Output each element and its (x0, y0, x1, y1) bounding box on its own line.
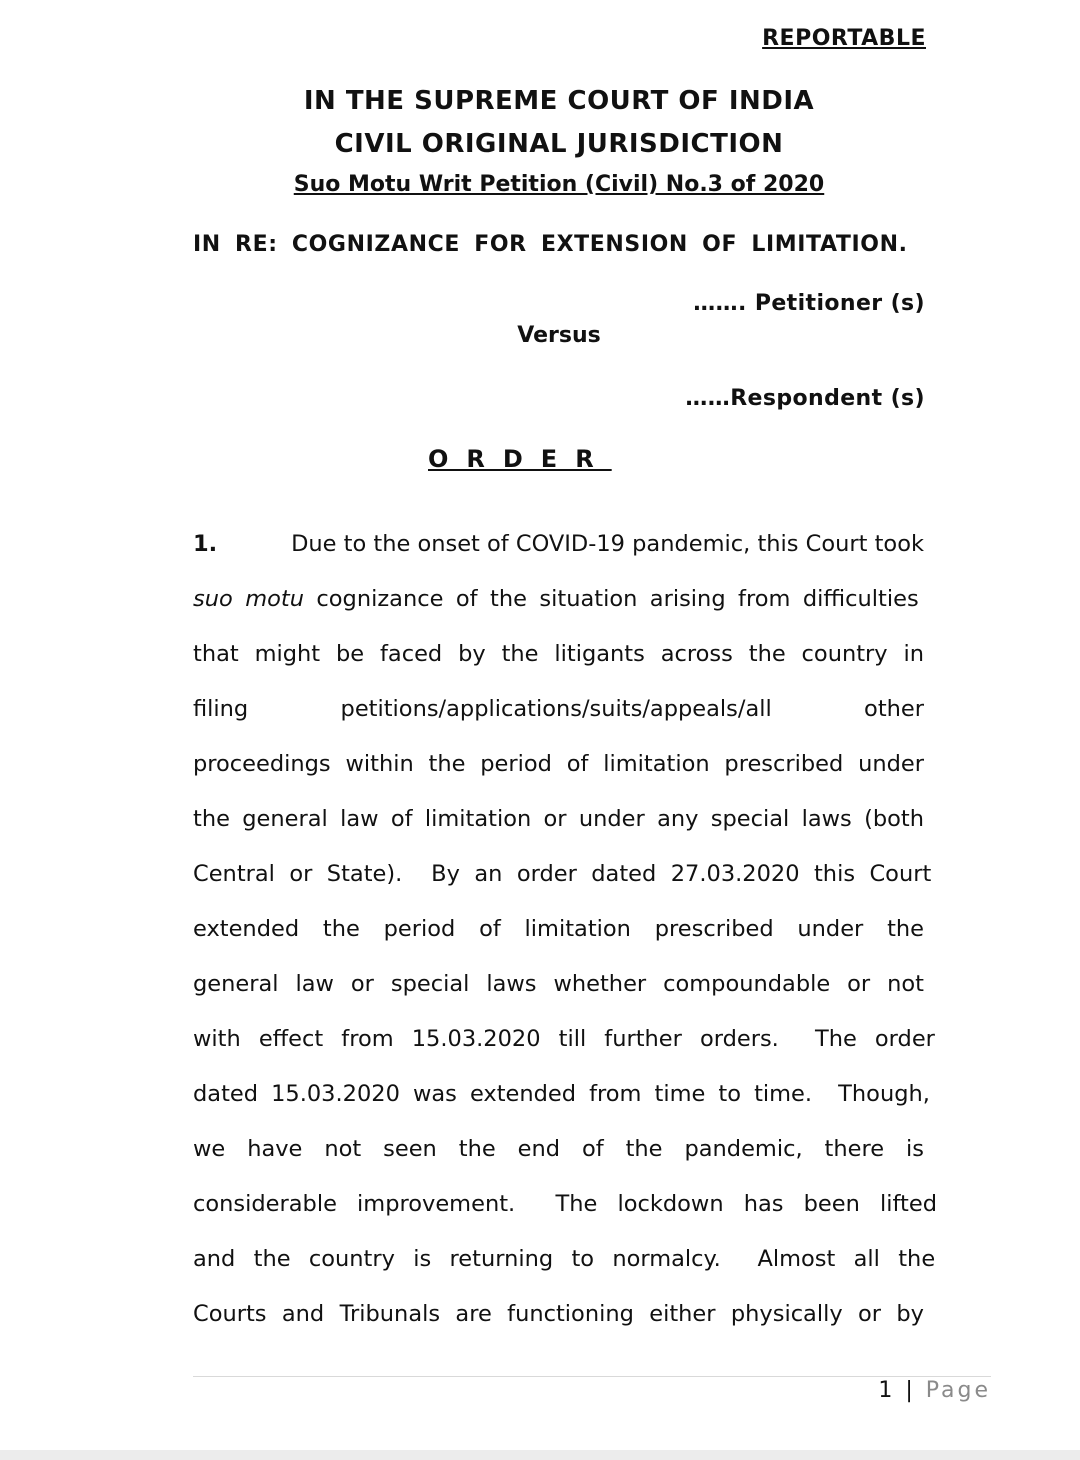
paragraph-line (193, 522, 924, 577)
paragraph-1 (193, 522, 937, 1347)
paragraph-number: 1. (193, 531, 218, 557)
paragraph-text: the general law of limitation or under any special laws (both (193, 806, 924, 832)
paragraph-line (193, 962, 924, 1017)
order-heading: ORDER (428, 445, 612, 473)
paragraph-text: dated 15.03.2020 was extended from time to time. Though, (193, 1081, 930, 1107)
italic-term: suo motu (193, 586, 304, 612)
paragraph-line (193, 577, 924, 632)
case-number: Suo Motu Writ Petition (Civil) No.3 of 2020 (293, 172, 825, 197)
petitioner-label: ……. Petitioner (s) (693, 291, 925, 316)
paragraph-line (193, 852, 932, 907)
paragraph-line (193, 1017, 935, 1072)
paragraph-text: petitions/applications/suits/appeals/all (340, 696, 772, 722)
paragraph-text: with effect from 15.03.2020 till further orders. The order (193, 1026, 935, 1052)
footer-divider (193, 1376, 991, 1377)
page-separator: | (905, 1378, 916, 1403)
paragraph-line (193, 1292, 924, 1347)
versus-label: Versus (517, 323, 601, 348)
paragraph-line (193, 907, 924, 962)
in-re-heading: IN RE: COGNIZANCE FOR EXTENSION OF LIMITATION. (193, 232, 908, 257)
court-title: IN THE SUPREME COURT OF INDIA (303, 86, 815, 116)
paragraph-text: general law or special laws whether compoundable or not (193, 971, 924, 997)
paragraph-text: we have not seen the end of the pandemic, there is (193, 1136, 924, 1162)
paragraph-text: considerable improvement. The lockdown has been lifted (193, 1191, 937, 1217)
paragraph-line (193, 742, 924, 797)
paragraph-line (193, 1127, 924, 1182)
paragraph-text: proceedings within the period of limitation prescribed under (193, 751, 924, 777)
paragraph-line (193, 632, 924, 687)
paragraph-text: Due to the onset of COVID-19 pandemic, this Court took (291, 531, 924, 557)
viewer-bottom-strip (0, 1450, 1080, 1460)
page-number-footer (878, 1378, 991, 1403)
page-number: 1 (878, 1378, 896, 1403)
paragraph-line (193, 797, 924, 852)
jurisdiction-title: CIVIL ORIGINAL JURISDICTION (334, 129, 784, 159)
paragraph-line (193, 687, 924, 742)
paragraph-text: filing (193, 696, 249, 722)
paragraph-line (193, 1182, 937, 1237)
paragraph-text: Central or State). By an order dated 27.03.2020 this Court (193, 861, 932, 887)
paragraph-text: extended the period of limitation prescribed under the (193, 916, 924, 942)
paragraph-text: and the country is returning to normalcy. Almost all the (193, 1246, 936, 1272)
respondent-label: ……Respondent (s) (685, 386, 925, 411)
paragraph-line (193, 1237, 936, 1292)
paragraph-text: other (864, 696, 924, 722)
page-word: Page (925, 1378, 991, 1403)
paragraph-text: Courts and Tribunals are functioning either physically or by (193, 1301, 924, 1327)
paragraph-text: that might be faced by the litigants across the country in (193, 641, 924, 667)
reportable-label: REPORTABLE (762, 26, 926, 51)
paragraph-line (193, 1072, 930, 1127)
paragraph-text: cognizance of the situation arising from difficulties (303, 586, 919, 612)
paragraph-text-wrap (193, 577, 919, 632)
